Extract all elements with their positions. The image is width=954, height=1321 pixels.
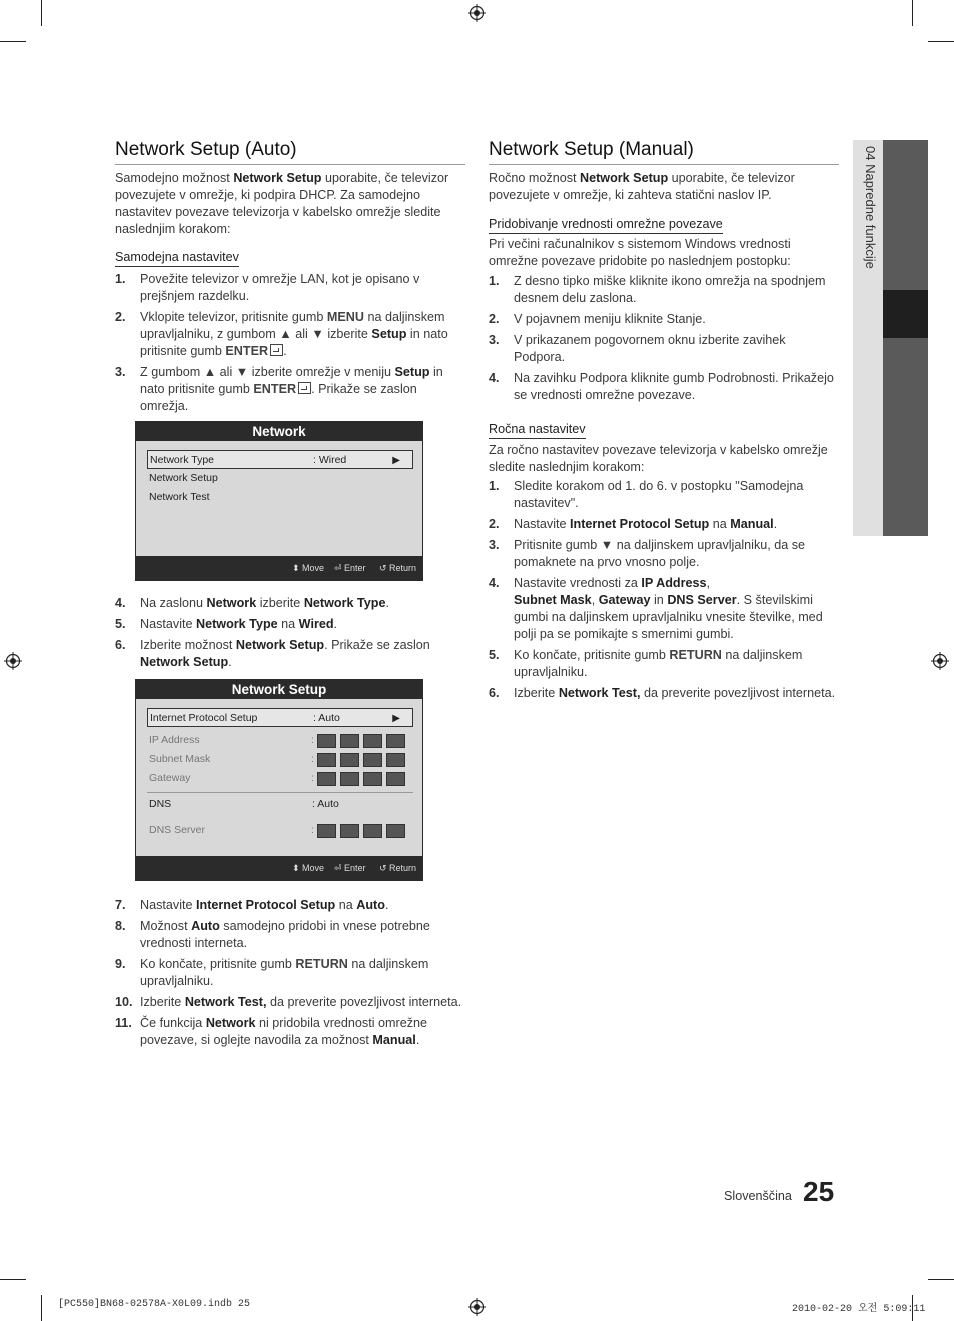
step-text: V prikazanem pogovornem oknu izberite zavihek Podpora. — [514, 333, 786, 364]
step-item — [115, 637, 465, 671]
step-item — [489, 332, 839, 366]
return-hint: ↺ Return — [379, 563, 417, 573]
step-text: Izberite Network Test, da preverite povezljivost interneta. — [514, 686, 836, 700]
step-text: Povežite televizor v omrežje LAN, kot je opisano v prejšnjem razdelku. — [140, 272, 420, 303]
subheading-auto-setup: Samodejna nastavitev — [115, 249, 239, 267]
step-text: Sledite korakom od 1. do 6. v postopku "Samodejna nastavitev". — [514, 479, 804, 510]
step-text: Z desno tipko miške kliknite ikono omrežja na spodnjem desnem delu zaslona. — [514, 274, 826, 305]
intro-paragraph-auto: Samodejno možnost Network Setup uporabite, če televizor povezujete v omrežje, ki podpira DHCP. Za samodejno nastavitev povezave televizorja v kabelsko omrežje sledite naslednjim korakom: — [115, 171, 449, 236]
subheading-obtain-values: Pridobivanje vrednosti omrežne povezave — [489, 216, 723, 234]
step-item — [489, 575, 839, 643]
menu-row-dns[interactable]: DNS : Auto — [149, 798, 339, 810]
step-item — [489, 685, 839, 702]
enter-hint: ⏎ Enter — [334, 563, 366, 573]
tv-screen-network — [135, 421, 423, 581]
registration-mark-icon — [468, 4, 486, 22]
field-gateway: Gateway : — [147, 769, 413, 788]
crop-mark — [928, 1279, 954, 1280]
step-text: Nastavite Internet Protocol Setup na Auto. — [140, 898, 389, 912]
steps-list — [115, 271, 465, 419]
screen-title: Network — [136, 422, 422, 441]
crop-mark — [41, 0, 42, 26]
subheading-manual-setup: Ročna nastavitev — [489, 421, 586, 439]
step-text: Možnost Auto samodejno pridobi in vnese potrebne vrednosti interneta. — [140, 919, 430, 950]
step-number: 2. — [115, 310, 126, 324]
step-item — [115, 616, 465, 633]
step-text: Ko končate, pritisnite gumb RETURN na daljinskem upravljalniku. — [140, 957, 429, 988]
step-item — [115, 271, 465, 305]
step-number: 6. — [489, 686, 500, 700]
step-item — [489, 537, 839, 571]
step-number: 4. — [489, 576, 500, 590]
step-number: 2. — [489, 517, 500, 531]
step-item — [489, 311, 839, 328]
step-number: 9. — [115, 957, 126, 971]
paragraph-manual-setup: Za ročno nastavitev povezave televizorja v kabelsko omrežje sledite naslednjim korakom: — [489, 443, 828, 474]
field-ip-address: IP Address : — [147, 731, 413, 750]
chapter-label: 04 Napredne funkcije — [863, 146, 878, 269]
registration-mark-icon — [931, 652, 949, 670]
menu-row-internet-protocol-setup[interactable]: Internet Protocol Setup : Auto ▶ — [147, 708, 413, 727]
step-number: 7. — [115, 898, 126, 912]
step-number: 3. — [489, 333, 500, 347]
divider — [147, 792, 413, 793]
step-text: V pojavnem meniju kliknite Stanje. — [514, 312, 706, 326]
step-number: 1. — [115, 272, 126, 286]
menu-row-network-setup[interactable]: Network Setup — [149, 472, 218, 484]
crop-mark — [928, 41, 954, 42]
screen-title: Network Setup — [136, 680, 422, 699]
step-number: 10. — [115, 995, 133, 1009]
crop-mark — [0, 41, 26, 42]
step-text: Nastavite Internet Protocol Setup na Manual. — [514, 517, 778, 531]
field-subnet-mask: Subnet Mask : — [147, 750, 413, 769]
step-text: Pritisnite gumb ▼ na daljinskem upravljalniku, da se pomaknete na prvo vnosno polje. — [514, 538, 806, 569]
step-item — [115, 364, 465, 415]
step-number: 1. — [489, 479, 500, 493]
step-item — [489, 478, 839, 512]
steps-list — [489, 478, 839, 706]
registration-mark-icon — [4, 652, 22, 670]
step-item — [489, 516, 839, 533]
step-number: 6. — [115, 638, 126, 652]
step-item — [489, 647, 839, 681]
step-text: Ko končate, pritisnite gumb RETURN na daljinskem upravljalniku. — [514, 648, 803, 679]
crop-mark — [41, 1295, 42, 1321]
step-text: Nastavite vrednosti za IP Address, Subnet Mask, Gateway in DNS Server. S številskimi gumbi na daljinskem upravljalniku vnesite številke, med polji pa se pomikajte s smernimi gumbi. — [514, 576, 823, 641]
step-item — [115, 309, 465, 360]
section-heading-manual: Network Setup (Manual) — [489, 139, 839, 165]
enter-hint: ⏎ Enter — [334, 863, 366, 873]
screen-hint-bar — [136, 556, 422, 580]
step-item — [115, 595, 465, 612]
chapter-tab-marker — [883, 290, 928, 338]
registration-mark-icon — [468, 1298, 486, 1316]
step-number: 4. — [489, 371, 500, 385]
crop-mark — [0, 1279, 26, 1280]
step-text: Če funkcija Network ni pridobila vrednosti omrežne povezave, si oglejte navodila za možnost Manual. — [140, 1016, 428, 1047]
step-text: Izberite možnost Network Setup. Prikaže se zaslon Network Setup. — [140, 638, 430, 669]
step-number: 1. — [489, 274, 500, 288]
intro-paragraph-manual: Ročno možnost Network Setup uporabite, če televizor povezujete v omrežje, ki zahteva statični naslov IP. — [489, 171, 795, 202]
chapter-tab-strip — [883, 140, 928, 536]
step-number: 5. — [115, 617, 126, 631]
arrow-right-icon: ▶ — [392, 455, 400, 466]
step-number: 5. — [489, 648, 500, 662]
step-item — [115, 1015, 465, 1049]
step-item — [115, 956, 465, 990]
step-item — [489, 273, 839, 307]
print-slug-date: 2010-02-20 오전 5:09:11 — [792, 1304, 926, 1315]
return-hint: ↺ Return — [379, 863, 417, 873]
footer-language: Slovenščina — [724, 1189, 792, 1203]
step-text: Z gumbom ▲ ali ▼ izberite omrežje v meniju Setup in nato pritisnite gumb ENTER . Prikaže se zaslon omrežja. — [140, 365, 443, 413]
step-item — [115, 918, 465, 952]
step-number: 8. — [115, 919, 126, 933]
step-text: Izberite Network Test, da preverite povezljivost interneta. — [140, 995, 462, 1009]
menu-row-network-test[interactable]: Network Test — [149, 491, 210, 503]
steps-list — [489, 273, 839, 408]
step-number: 3. — [489, 538, 500, 552]
step-number: 11. — [115, 1016, 132, 1030]
step-number: 4. — [115, 596, 126, 610]
page-number: 25 — [803, 1176, 835, 1207]
paragraph-obtain-values: Pri večini računalnikov s sistemom Windows vrednosti omrežne povezave pridobite po naslednjem postopku: — [489, 237, 791, 268]
steps-list — [115, 897, 465, 1053]
steps-list — [115, 595, 465, 675]
step-text: Nastavite Network Type na Wired. — [140, 617, 338, 631]
step-text: Na zaslonu Network izberite Network Type. — [140, 596, 389, 610]
tv-screen-network-setup — [135, 679, 423, 881]
menu-row-network-type[interactable]: Network Type : Wired ▶ — [147, 450, 413, 469]
step-item — [115, 897, 465, 914]
arrow-right-icon: ▶ — [392, 713, 400, 724]
field-dns-server: DNS Server : — [147, 821, 413, 840]
crop-mark — [912, 0, 913, 26]
move-hint: ⬍ Move — [292, 863, 325, 873]
step-item — [115, 994, 465, 1011]
step-text: Na zavihku Podpora kliknite gumb Podrobnosti. Prikažejo se vrednosti omrežne povezave. — [514, 371, 834, 402]
step-item — [489, 370, 839, 404]
step-text: Vklopite televizor, pritisnite gumb MENU na daljinskem upravljalniku, z gumbom ▲ ali ▼ izberite Setup in nato pritisnite gumb ENTER . — [140, 310, 448, 358]
step-number: 3. — [115, 365, 126, 379]
step-number: 2. — [489, 312, 500, 326]
section-heading-auto: Network Setup (Auto) — [115, 139, 465, 165]
screen-hint-bar — [136, 856, 422, 880]
move-hint: ⬍ Move — [292, 563, 325, 573]
print-slug-file: [PC550]BN68-02578A-X0L09.indb 25 — [58, 1299, 251, 1310]
